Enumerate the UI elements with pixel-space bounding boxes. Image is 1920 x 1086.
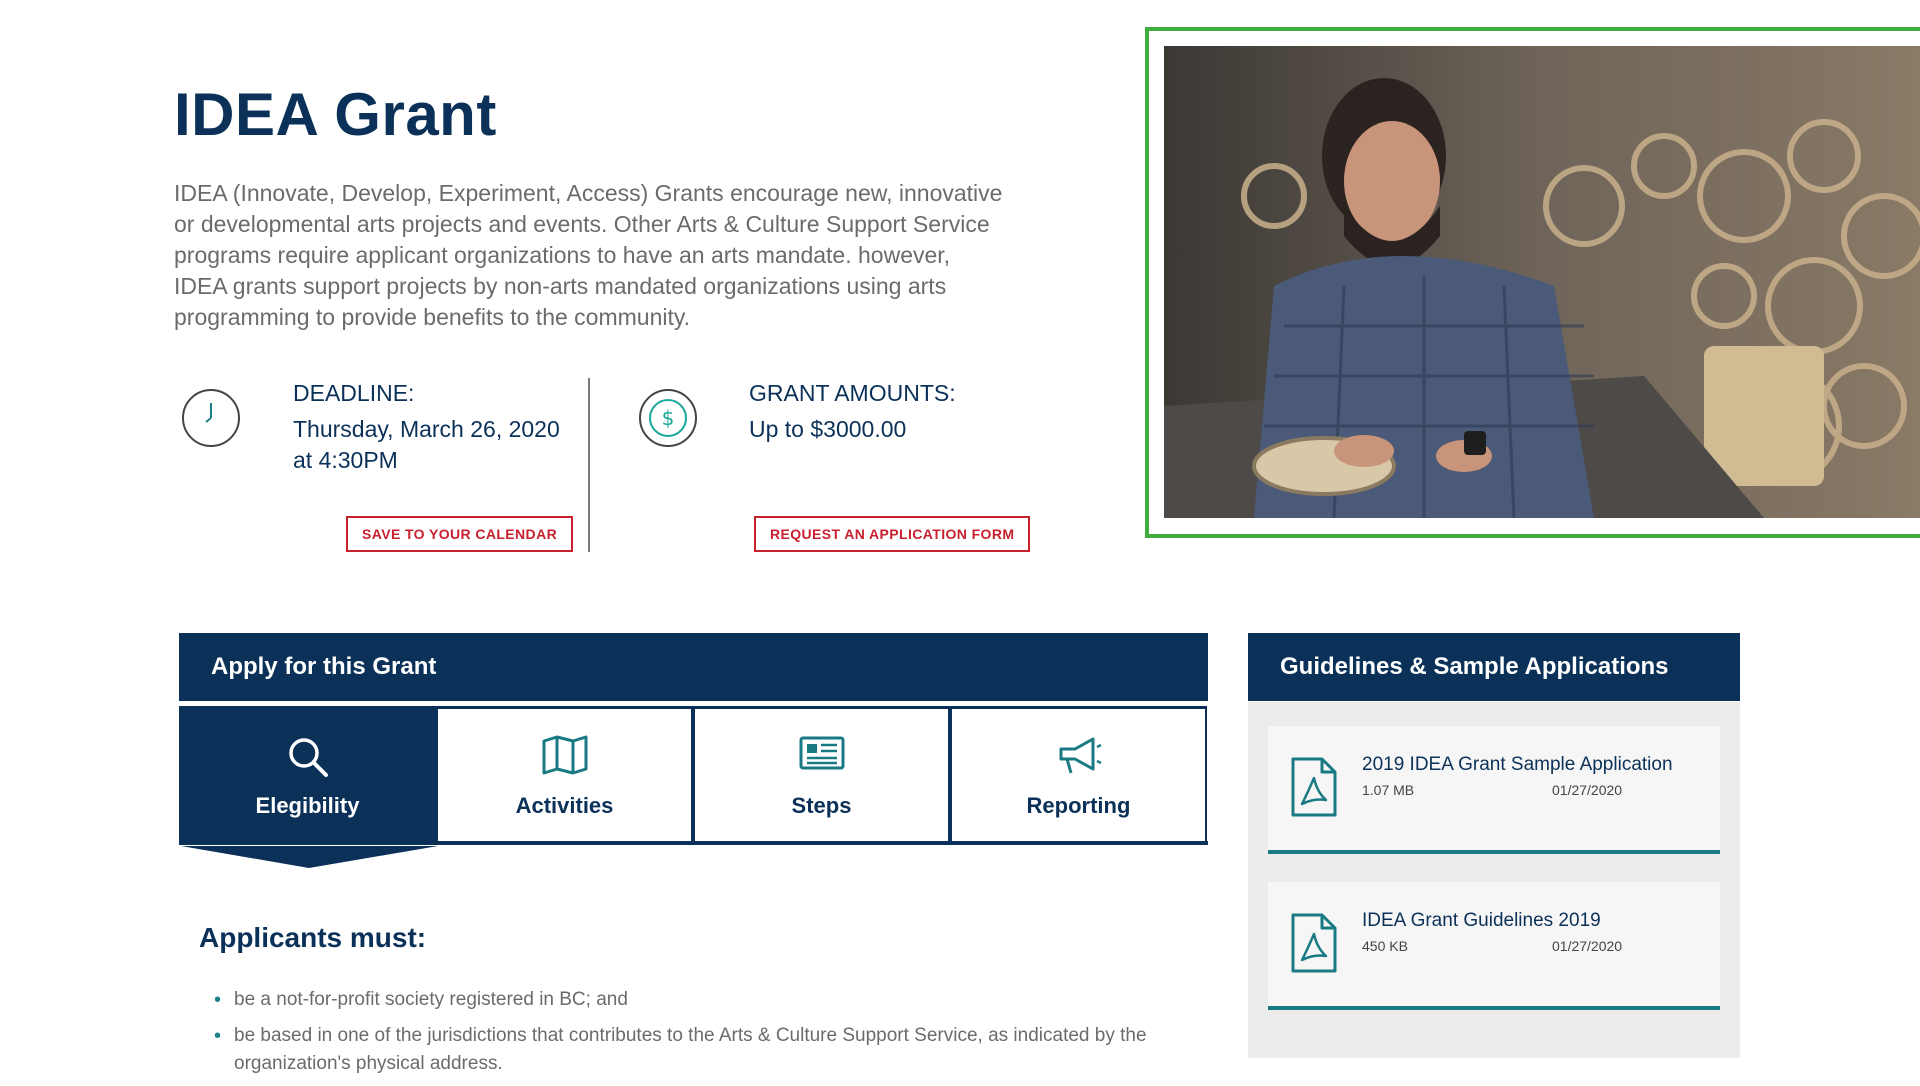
document-size: 450 KB — [1362, 938, 1408, 954]
tab-label: Elegibility — [255, 793, 360, 818]
tab-elegibility[interactable] — [179, 706, 436, 845]
tab-label: Steps — [791, 793, 852, 818]
active-tab-pointer — [181, 846, 438, 870]
document-title: IDEA Grant Guidelines 2019 — [1362, 910, 1601, 931]
tab-label: Reporting — [1026, 793, 1131, 818]
list-item: • be based in one of the jurisdictions that contributes to the Arts & Culture Support Service, as indicated by the organization's physical address. — [214, 1022, 1174, 1078]
deadline-label: DEADLINE: — [293, 380, 415, 406]
guidelines-panel-header: Guidelines & Sample Applications — [1248, 633, 1740, 701]
dollar-icon — [639, 389, 697, 447]
tab-activities[interactable] — [436, 706, 693, 845]
megaphone-icon — [1055, 735, 1103, 777]
tab-label: Activities — [515, 793, 614, 818]
info-divider — [588, 378, 590, 552]
tab-reporting[interactable] — [950, 706, 1207, 845]
page-title: IDEA Grant — [174, 81, 497, 148]
craftsman-photo — [1164, 46, 1920, 518]
requirements-list — [214, 986, 1174, 1086]
deadline-time: at 4:30PM — [293, 447, 398, 473]
pdf-icon — [1290, 912, 1338, 974]
document-card[interactable] — [1268, 882, 1720, 1010]
list-item: • be a not-for-profit society registered in BC; and — [214, 986, 1174, 1014]
deadline-date: Thursday, March 26, 2020 — [293, 416, 560, 442]
newspaper-icon — [798, 735, 846, 771]
request-application-form-button[interactable]: REQUEST AN APPLICATION FORM — [754, 516, 1030, 552]
document-date: 01/27/2020 — [1552, 782, 1623, 798]
grant-amount-value: Up to $3000.00 — [749, 416, 907, 442]
clock-icon — [182, 389, 240, 447]
document-title: 2019 IDEA Grant Sample Application — [1362, 754, 1673, 775]
map-icon — [541, 735, 589, 775]
document-card[interactable] — [1268, 726, 1720, 854]
grant-amounts-label: GRANT AMOUNTS: — [749, 380, 956, 406]
applicants-heading: Applicants must: — [199, 922, 427, 953]
svg-text:$: $ — [661, 406, 675, 430]
tab-steps[interactable] — [693, 706, 950, 845]
apply-panel-header: Apply for this Grant — [179, 633, 1208, 701]
tabs-underline — [436, 841, 1208, 845]
document-date: 01/27/2020 — [1552, 938, 1623, 954]
search-icon — [286, 735, 330, 779]
intro-text: IDEA (Innovate, Develop, Experiment, Access) Grants encourage new, innovative or developmental arts projects and events. Other Arts & Culture Support Service programs require applicant organizations to have an arts mandate. however, IDEA grants support projects by non-arts mandated organizations using arts programming to provide benefits to the community. — [174, 180, 1003, 330]
pdf-icon — [1290, 756, 1338, 818]
apply-tabs — [179, 706, 1208, 845]
document-size: 1.07 MB — [1362, 782, 1415, 798]
save-to-calendar-button[interactable]: SAVE TO YOUR CALENDAR — [346, 516, 573, 552]
